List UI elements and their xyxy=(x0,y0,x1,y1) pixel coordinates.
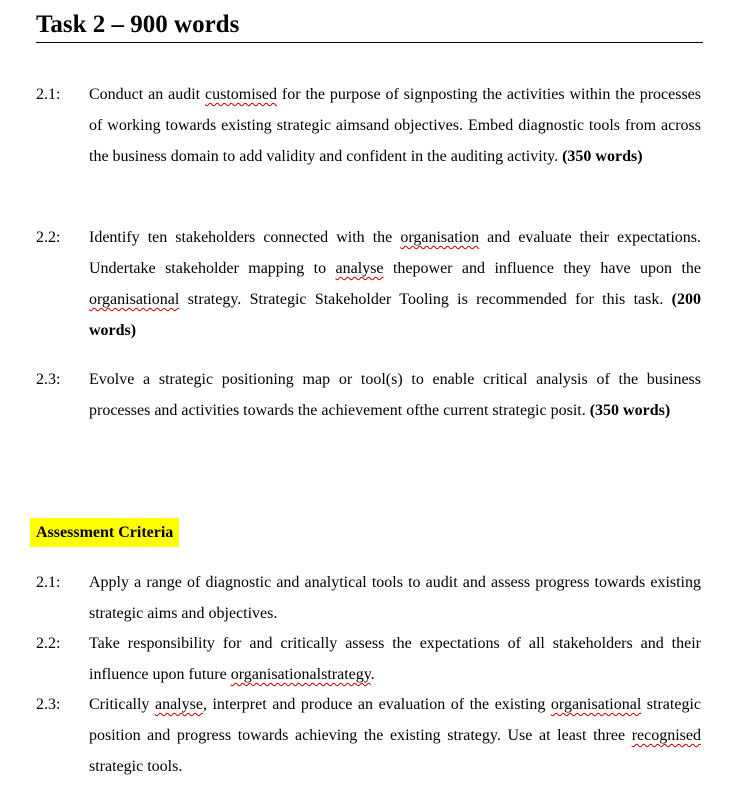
task-number: 2.3: xyxy=(36,371,61,388)
spelling-flag: organisational xyxy=(89,291,180,308)
criteria-item-2-2 xyxy=(36,628,701,690)
task-heading: Task 2 – 900 words xyxy=(36,8,703,43)
task-item-2-2 xyxy=(36,222,701,346)
word-count: (350 words) xyxy=(562,148,643,165)
assessment-criteria-heading: Assessment Criteria xyxy=(30,518,179,547)
criteria-text: Apply a range of diagnostic and analytical tools to audit and assess progress towards existing strategic aims and objectives. xyxy=(89,574,701,622)
spelling-flag: organisation xyxy=(400,229,480,246)
criteria-text: Take responsibility for and critically assess the expectations of all stakeholders and their influence upon future organisationalstrategy. xyxy=(89,635,701,683)
spelling-flag: recognised xyxy=(631,727,701,744)
spelling-flag: analyse xyxy=(335,260,384,277)
criteria-number: 2.3: xyxy=(36,696,61,713)
task-text: Conduct an audit customised for the purpose of signposting the activities within the processes of working towards existing strategic aimsand objectives. Embed diagnostic tools from across the business domain to add validity and confident in the auditing activity. (350 words) xyxy=(89,86,702,165)
task-number: 2.2: xyxy=(36,229,61,246)
spelling-flag: organisationalstrategy xyxy=(230,666,371,683)
spelling-flag: customised xyxy=(205,86,278,103)
task-text: Evolve a strategic positioning map or tool(s) to enable critical analysis of the business processes and activities towards the achievement ofthe current strategic posit. (350 words) xyxy=(89,371,701,419)
task-item-2-1 xyxy=(36,79,701,172)
criteria-number: 2.2: xyxy=(36,635,61,652)
criteria-text: Critically analyse, interpret and produce an evaluation of the existing organisational strategic position and progress towards achieving the existing strategy. Use at least three recognised strategic tools. xyxy=(89,696,701,775)
word-count: (350 words) xyxy=(589,402,671,419)
task-text: Identify ten stakeholders connected with the organisation and evaluate their expectations. Undertake stakeholder mapping to analyse thepower and influence they have upon the organisational strategy. Strategic Stakeholder Tooling is recommended for this task. (200 words) xyxy=(89,229,702,339)
criteria-item-2-1 xyxy=(36,567,701,629)
task-item-2-3 xyxy=(36,364,701,426)
criteria-number: 2.1: xyxy=(36,574,61,591)
criteria-item-2-3 xyxy=(36,689,701,782)
word-count: (200 words) xyxy=(89,291,701,339)
spelling-flag: organisational xyxy=(550,696,642,713)
task-number: 2.1: xyxy=(36,86,61,103)
spelling-flag: analyse xyxy=(154,696,203,713)
